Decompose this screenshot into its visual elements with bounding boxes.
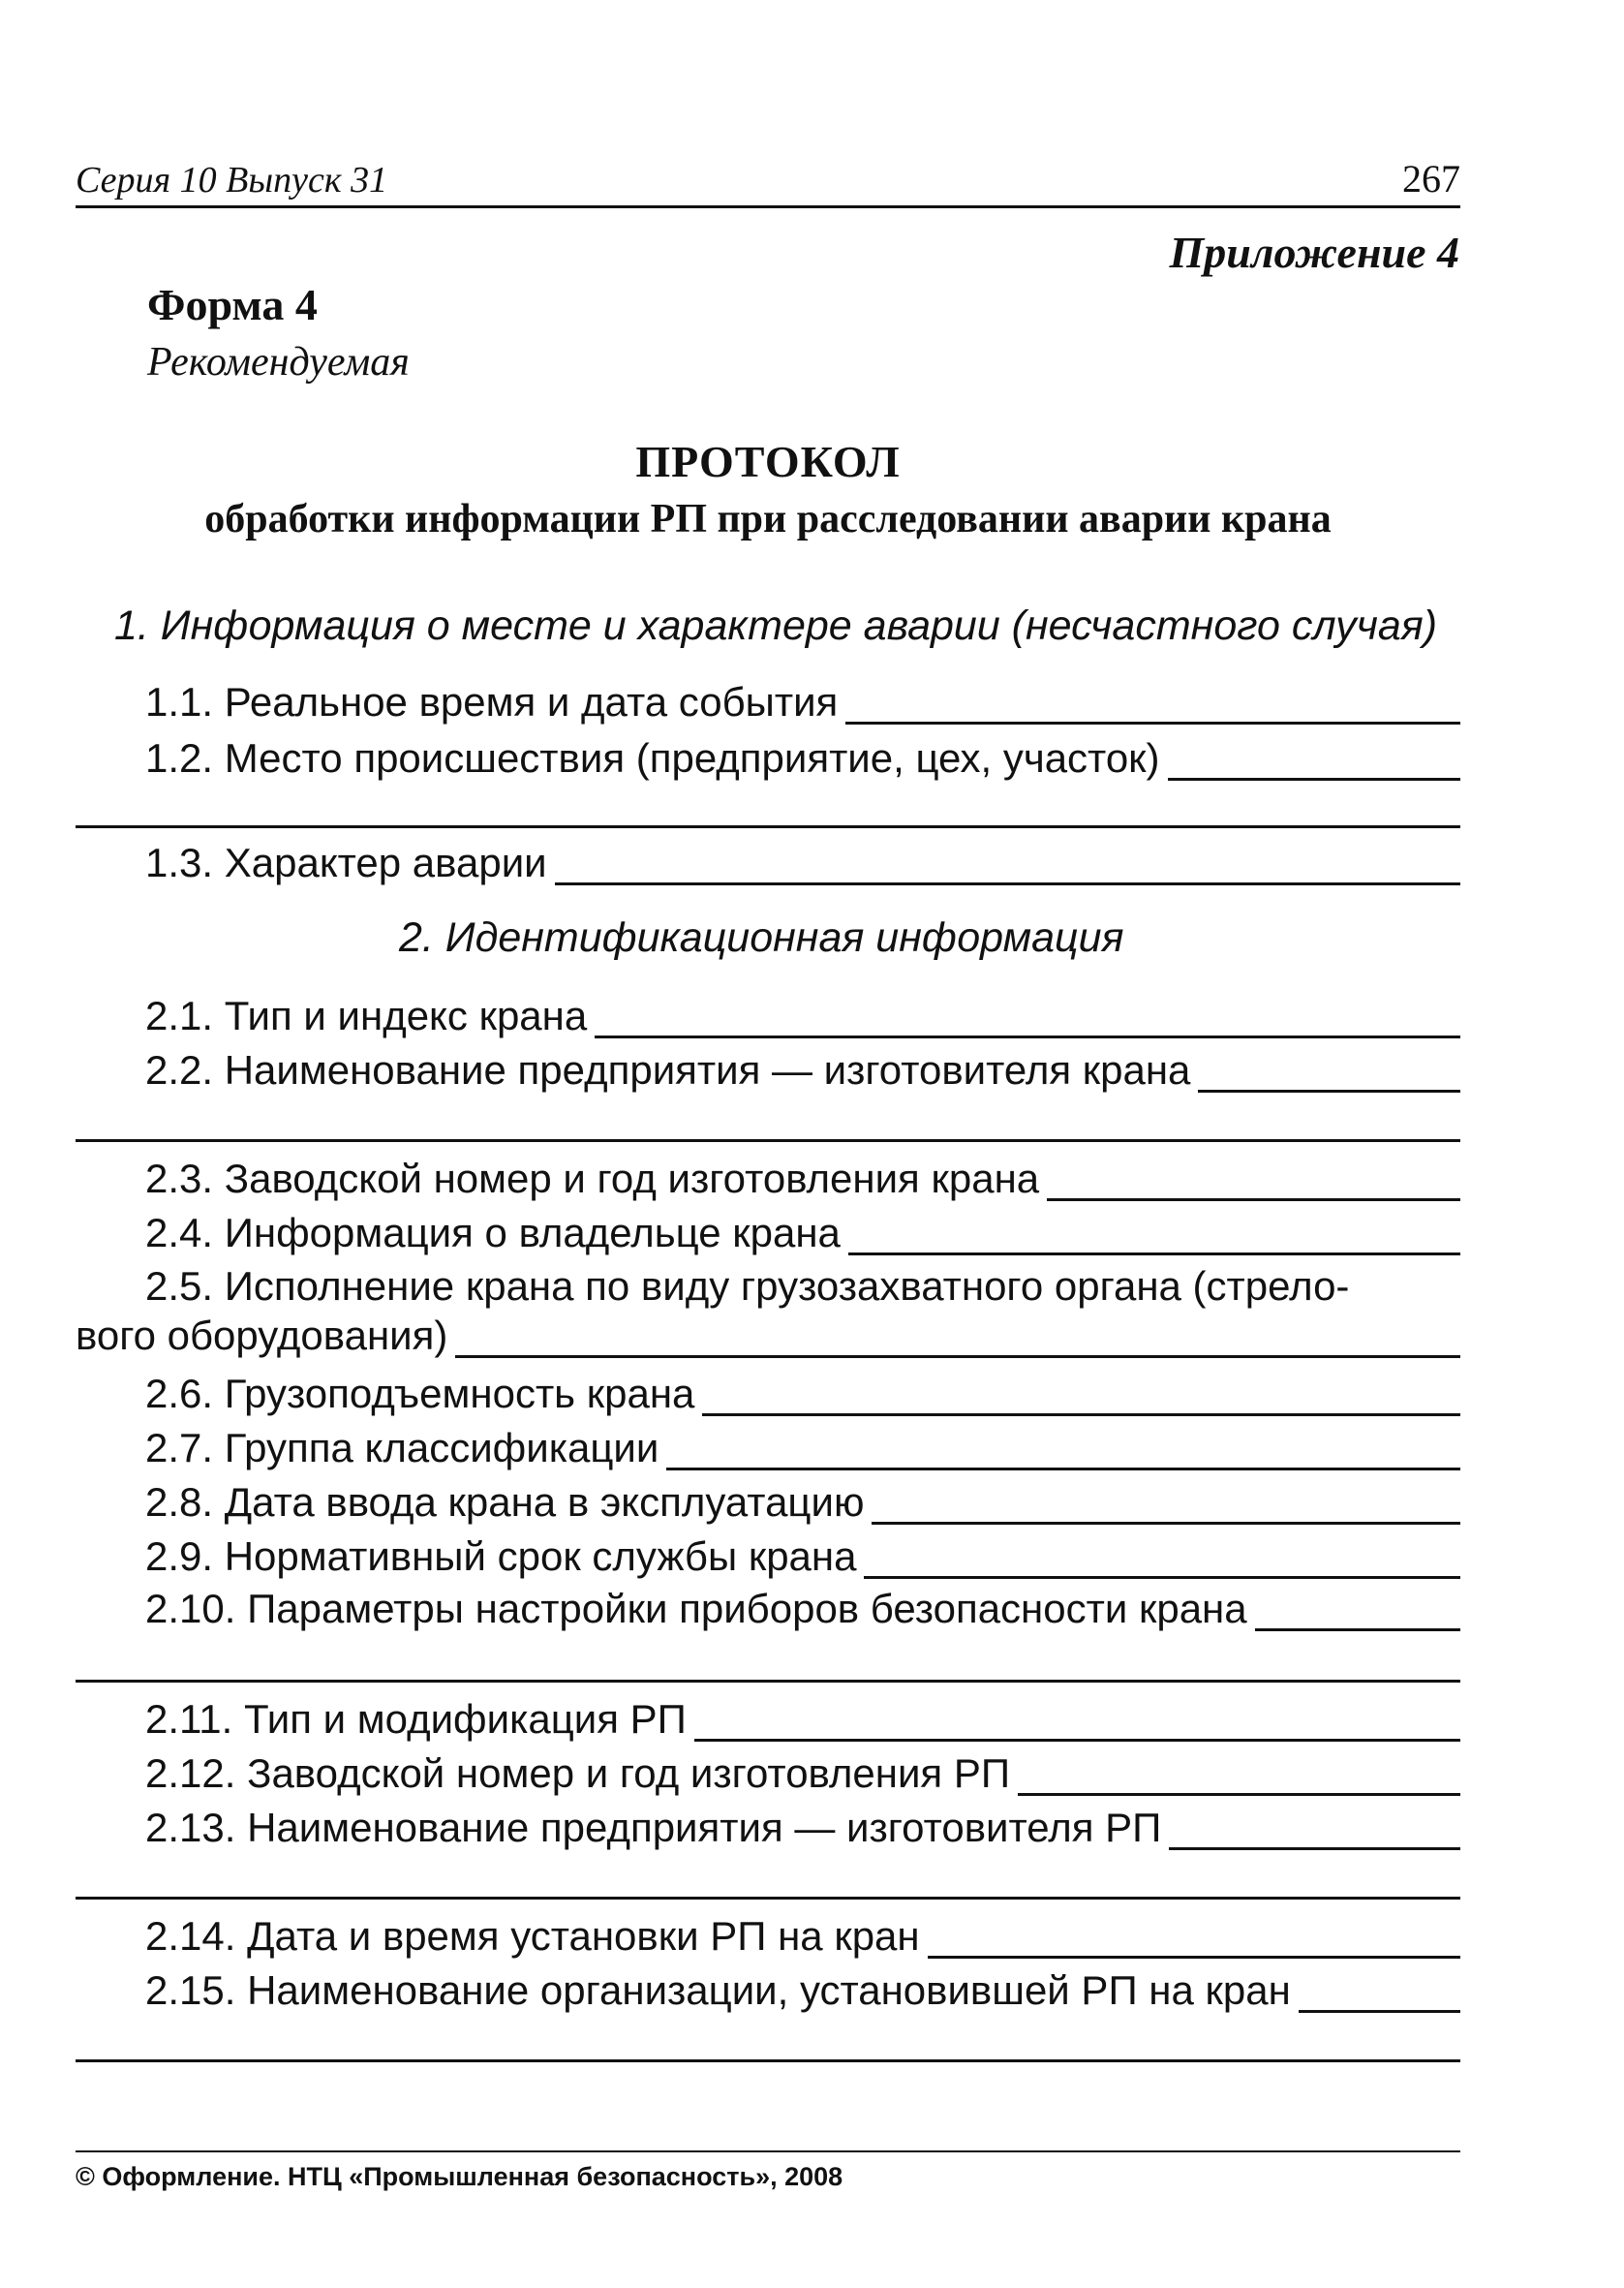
fill-line[interactable] [555, 882, 1460, 885]
field-1-1 [145, 678, 1460, 728]
field-label: 2.14. Дата и время установки РП на кран [145, 1913, 920, 1959]
field-label: 2.6. Грузоподъемность крана [145, 1371, 695, 1416]
field-2-9 [145, 1532, 1460, 1583]
field-2-3 [145, 1155, 1460, 1205]
fill-line[interactable] [1168, 778, 1460, 781]
field-label: 2.4. Информация о владельце крана [145, 1210, 841, 1255]
fill-line[interactable] [702, 1413, 1460, 1416]
section-heading-2: 2. Идентификационная информация [399, 914, 1124, 961]
field-2-13 [145, 1804, 1460, 1854]
page-number: 267 [1402, 157, 1460, 201]
continuation-line[interactable] [76, 825, 1460, 828]
fill-line[interactable] [455, 1355, 1460, 1358]
fill-line[interactable] [928, 1956, 1460, 1959]
field-2-4 [145, 1209, 1460, 1259]
continuation-line[interactable] [76, 2059, 1460, 2062]
series-label: Серия 10 Выпуск 31 [76, 160, 388, 201]
field-label: 2.3. Заводской номер и год изготовления крана [145, 1156, 1040, 1201]
document-subtitle: обработки информации РП при расследовании аварии крана [204, 497, 1332, 541]
field-label: 2.12. Заводской номер и год изготовления РП [145, 1750, 1011, 1796]
continuation-line[interactable] [76, 1139, 1460, 1142]
fill-line[interactable] [848, 1252, 1460, 1255]
fill-line[interactable] [1255, 1628, 1460, 1631]
field-label: 2.1. Тип и индекс крана [145, 993, 588, 1038]
field-label-line2: вого оборудования) [76, 1313, 448, 1358]
footer-rule [76, 2150, 1460, 2152]
field-2-12 [145, 1749, 1460, 1800]
fill-line[interactable] [1198, 1090, 1460, 1093]
running-header [76, 155, 1460, 208]
fill-line[interactable] [1047, 1198, 1460, 1201]
fill-line[interactable] [845, 722, 1460, 725]
field-2-2 [145, 1046, 1460, 1097]
field-1-2 [145, 734, 1460, 785]
document-title: ПРОТОКОЛ [635, 437, 901, 486]
fill-line[interactable] [595, 1036, 1460, 1038]
field-label-line1: 2.5. Исполнение крана по виду грузозахватного органа (стрело- [145, 1263, 1350, 1309]
field-2-8 [145, 1478, 1460, 1529]
field-label: 1.2. Место происшествия (предприятие, цех, участок) [145, 735, 1160, 781]
field-2-6 [145, 1370, 1460, 1420]
fill-line[interactable] [694, 1739, 1460, 1742]
form-subtitle: Рекомендуемая [147, 340, 410, 385]
continuation-line[interactable] [76, 1680, 1460, 1683]
field-2-14 [145, 1912, 1460, 1963]
field-label: 2.7. Группа классификации [145, 1425, 659, 1470]
field-2-7 [145, 1424, 1460, 1474]
field-label: 2.2. Наименование предприятия — изготовителя крана [145, 1047, 1191, 1093]
field-label: 2.8. Дата ввода крана в эксплуатацию [145, 1479, 865, 1525]
field-label: 2.10. Параметры настройки приборов безопасности крана [145, 1586, 1247, 1631]
fill-line[interactable] [864, 1576, 1460, 1579]
field-1-3 [145, 839, 1460, 889]
field-2-11 [145, 1695, 1460, 1746]
field-2-15 [145, 1966, 1460, 2017]
field-2-1 [145, 992, 1460, 1042]
field-label: 2.15. Наименование организации, установившей РП на кран [145, 1967, 1291, 2013]
appendix-label: Приложение 4 [1169, 228, 1459, 277]
fill-line[interactable] [872, 1522, 1460, 1525]
field-label: 2.11. Тип и модификация РП [145, 1696, 687, 1742]
fill-line[interactable] [1169, 1847, 1460, 1850]
field-label: 1.1. Реальное время и дата события [145, 679, 839, 725]
fill-line[interactable] [1299, 2010, 1460, 2013]
form-title: Форма 4 [147, 280, 318, 329]
field-2-5 [76, 1261, 1460, 1362]
section-heading-1: 1. Информация о месте и характере аварии (несчастного случая) [114, 603, 1438, 649]
field-label: 1.3. Характер аварии [145, 840, 547, 885]
field-label: 2.9. Нормативный срок службы крана [145, 1533, 857, 1579]
continuation-line[interactable] [76, 1897, 1460, 1900]
fill-line[interactable] [1018, 1793, 1460, 1796]
footer-copyright: © Оформление. НТЦ «Промышленная безопасность», 2008 [76, 2162, 843, 2191]
fill-line[interactable] [666, 1468, 1460, 1470]
field-label: 2.13. Наименование предприятия — изготовителя РП [145, 1805, 1162, 1850]
field-2-10 [145, 1585, 1460, 1635]
